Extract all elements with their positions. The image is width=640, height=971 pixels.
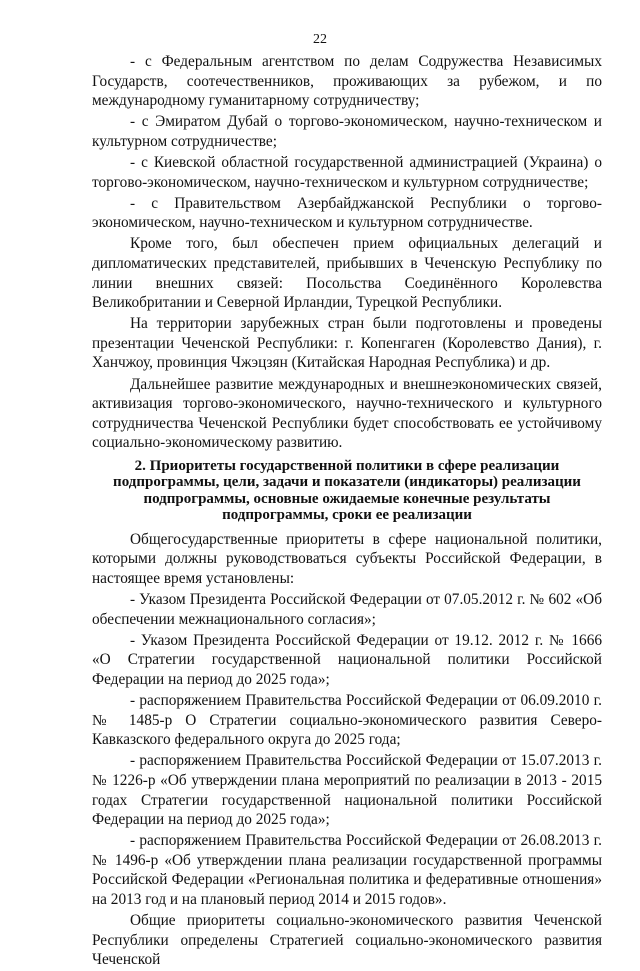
paragraph-delegations: Кроме того, был обеспечен прием официальных делегаций и дипломатических представителей, прибывших в Чеченскую Республику по линии внешних связей: Посольства Соединённого Королевства Великобритании и Северной Ирландии, Турецкой Республики. [92, 235, 602, 312]
paragraph-development: Дальнейшее развитие международных и внешнеэкономических связей, активизация торгово-экономического, научно-технического и культурного сотрудничества Чеченской Республики будет способствовать ее устойчивому социально-экономическому развитию. [92, 375, 602, 452]
page-content [92, 52, 602, 971]
list-item-order-1485: - распоряжением Правительства Российской Федерации от 06.09.2010 г. № 1485-р О Стратегии социально-экономического развития Северо-Кавказского федерального округа до 2025 года; [92, 692, 602, 749]
list-item-azerbaijan: - с Правительством Азербайджанской Республики о торгово-экономическом, научно-техническом и культурном сотрудничестве. [92, 194, 602, 232]
paragraph-general-priorities: Общие приоритеты социально-экономического развития Чеченской Республики определены Стратегией социально-экономического развития Чеченской [92, 912, 602, 969]
list-item-decree-602: - Указом Президента Российской Федерации от 07.05.2012 г. № 602 «Об обеспечении межнационального согласия»; [92, 591, 602, 628]
list-item-kiev: - с Киевской областной государственной администрацией (Украина) о торгово-экономическом, научно-техническом и культурном сотрудничестве; [92, 153, 602, 191]
page-number: 22 [313, 32, 327, 47]
list-item-order-1226: - распоряжением Правительства Российской Федерации от 15.07.2013 г. № 1226-р «Об утверждении плана мероприятий по реализации в 2013 - 2015 годах Стратегии государственной национальной политики Российской Федерации на период до 2025 года»; [92, 752, 602, 829]
list-item-cis-agency: - с Федеральным агентством по делам Содружества Независимых Государств, соотечественников, проживающих за рубежом, и по международному гуманитарному сотрудничеству; [92, 53, 602, 110]
paragraph-priorities: Общегосударственные приоритеты в сфере национальной политики, которыми должны руководствоваться субъекты Российской Федерации, в настоящее время установлены: [92, 530, 602, 588]
paragraph-presentations: На территории зарубежных стран были подготовлены и проведены презентации Чеченской Республики: г. Копенгаген (Королевство Дания), г. Ханчжоу, провинция Чжэцзян (Китайская Народная Республика) и др. [92, 315, 602, 372]
list-item-dubai: - с Эмиратом Дубай о торгово-экономическом, научно-техническом и культурном сотрудничестве; [92, 113, 602, 150]
list-item-decree-1666: - Указом Президента Российской Федерации от 19.12. 2012 г. № 1666 «О Стратегии государственной национальной политики Российской Федерации на период до 2025 года»; [92, 631, 602, 689]
section-heading: 2. Приоритеты государственной политики в сфере реализации подпрограммы, цели, задачи и показатели (индикаторы) реализации подпрограммы, основные ожидаемые конечные результаты подпрограммы, сроки ее реализации [113, 457, 581, 524]
list-item-order-1496: - распоряжением Правительства Российской Федерации от 26.08.2013 г. № 1496-р «Об утверждении плана реализации государственной программы Российской Федерации «Региональная политика и федеративные отношения» на 2013 год и на плановый период 2014 и 2015 годов». [92, 832, 602, 909]
